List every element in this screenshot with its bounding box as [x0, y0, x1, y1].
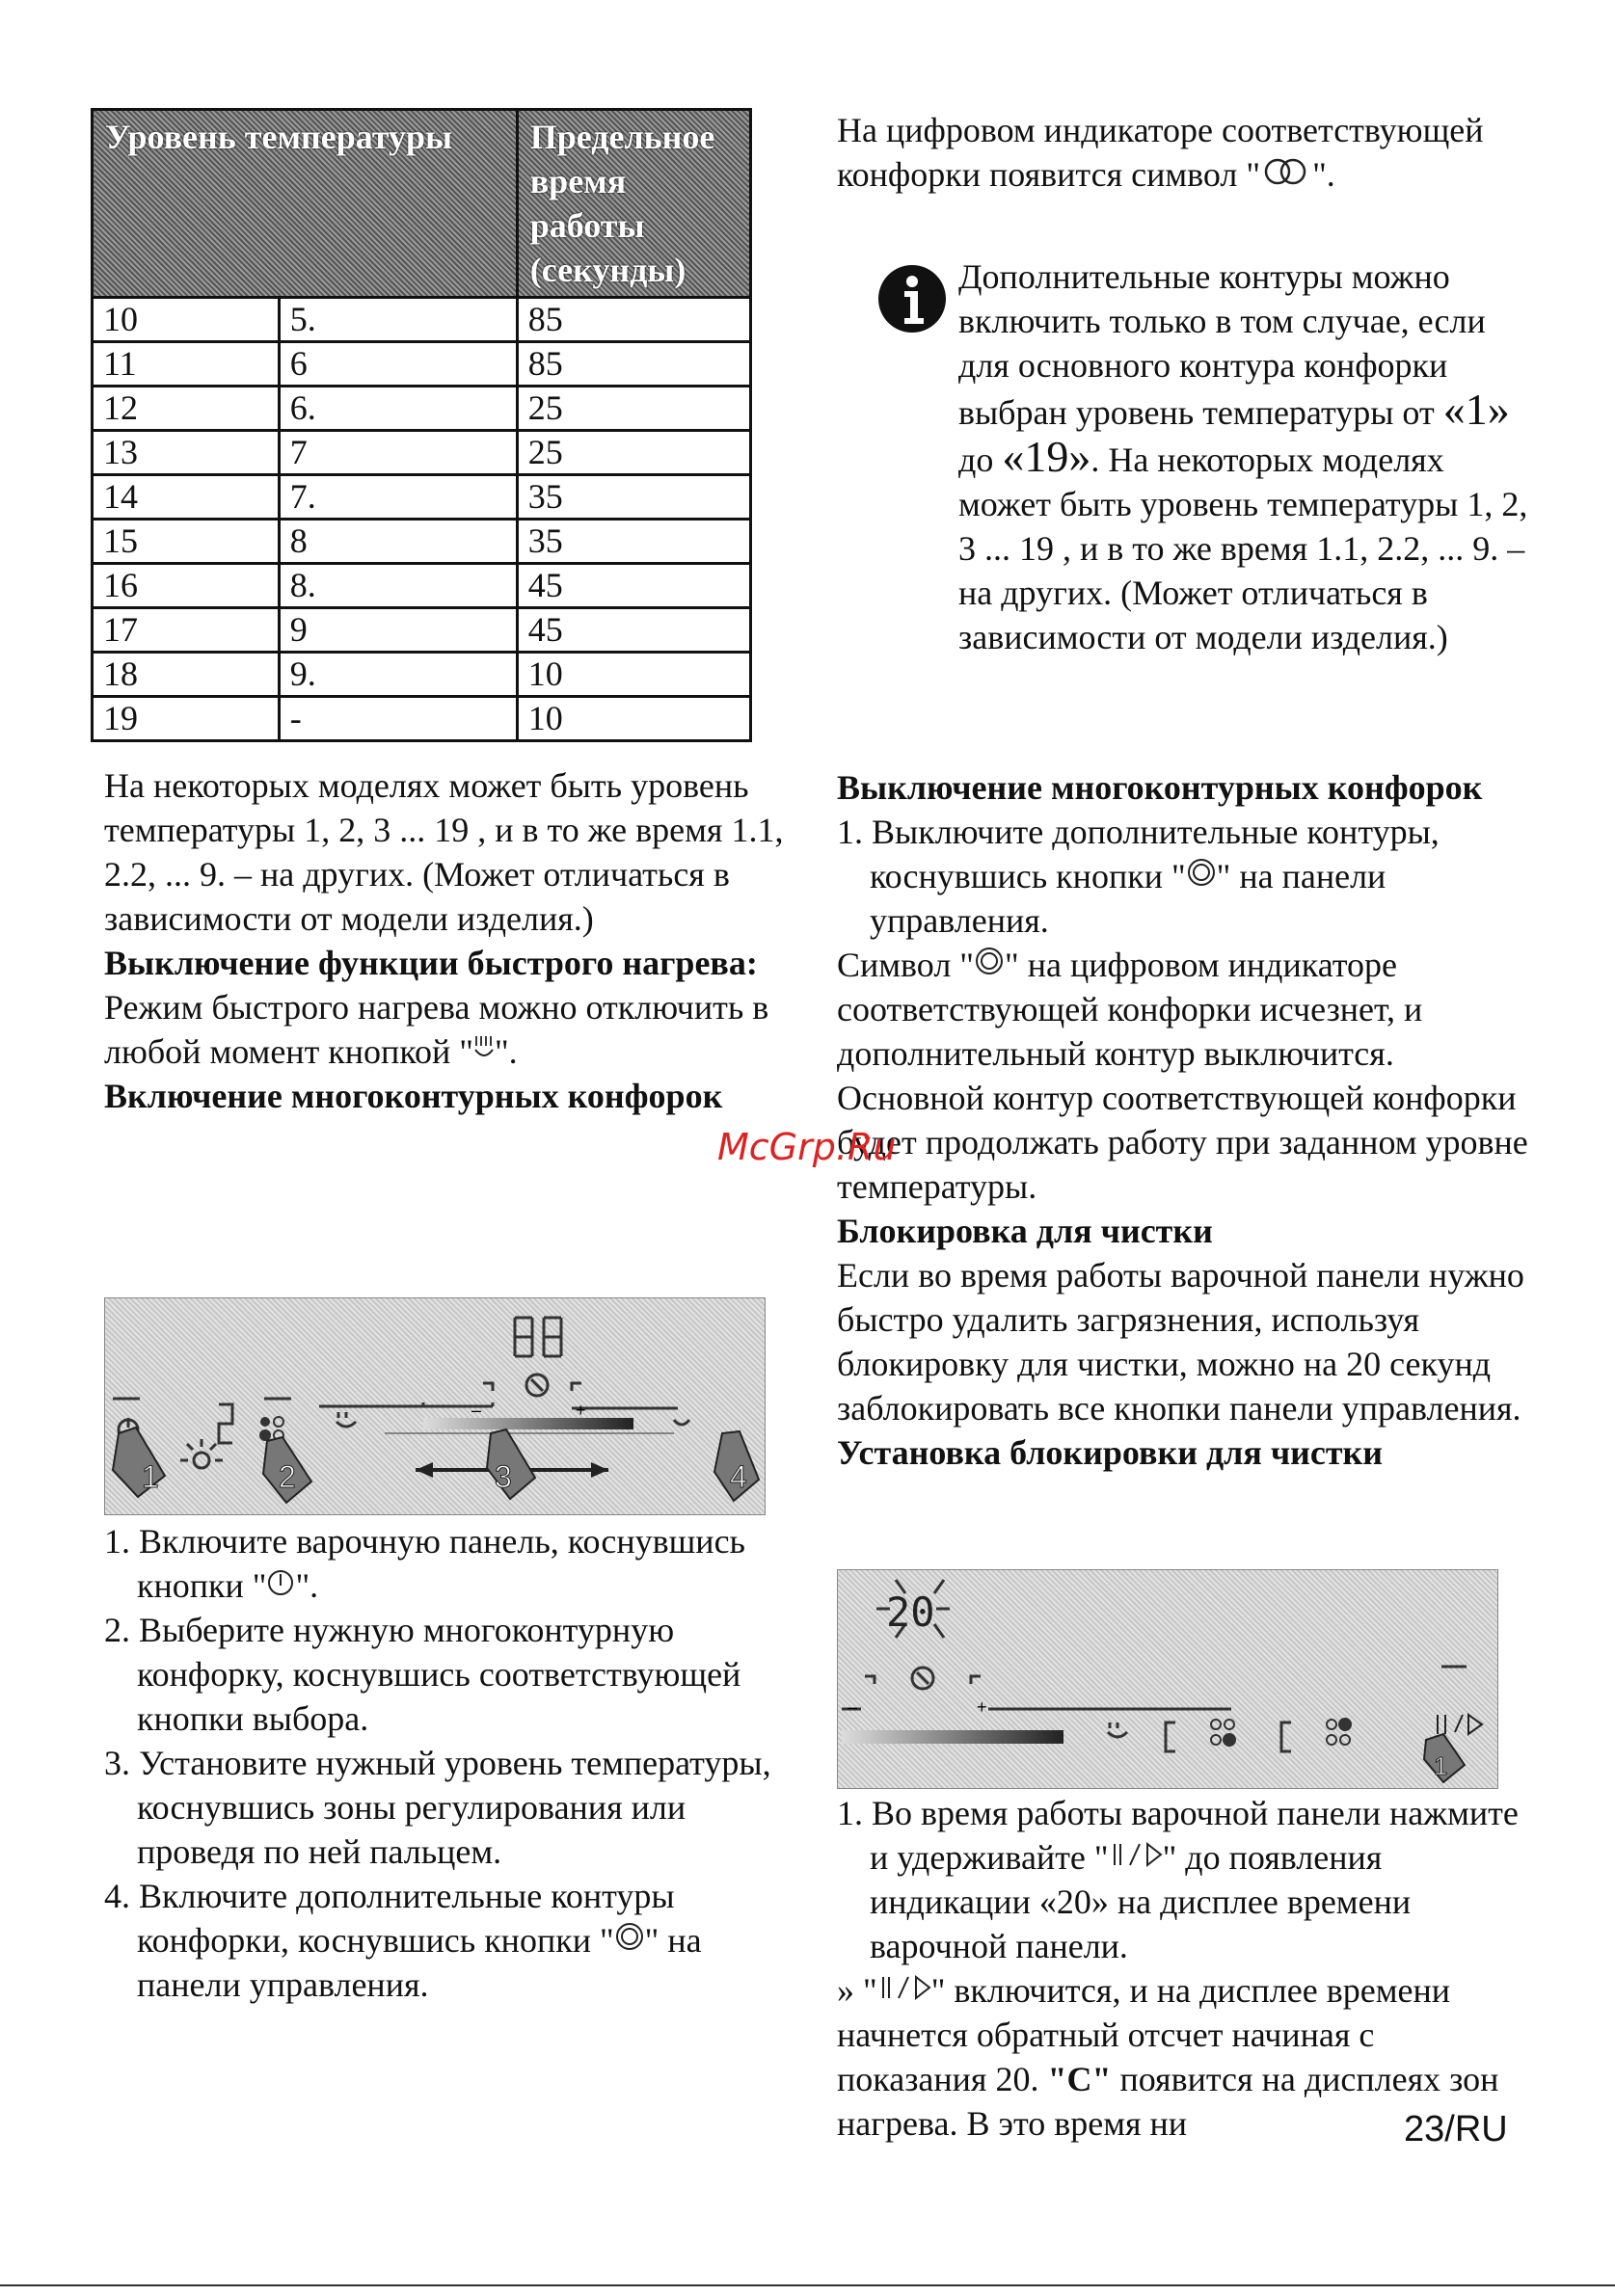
table-row [93, 697, 751, 741]
off-step-1: 1. Выключите дополнительные контуры, коснувшись кнопки " " на панели управления. [837, 813, 1440, 940]
panel2-display: 20 [886, 1589, 935, 1636]
table-cell: 8. [279, 564, 517, 608]
table-row [93, 608, 751, 653]
table-cell: 10 [517, 653, 750, 697]
table-cell: 85 [517, 342, 750, 387]
table-cell: 9 [279, 608, 517, 653]
right-column-middle [837, 765, 1531, 1475]
multi-on-title: Включение многоконтурных конфорок [104, 1077, 723, 1115]
lock-play-icon [1109, 1840, 1163, 1869]
info-icon [877, 264, 947, 334]
table-cell: 9. [279, 653, 517, 697]
info-note [958, 254, 1537, 659]
multi-circuit-icon [974, 946, 1005, 976]
table-row [93, 475, 751, 520]
table-cell: 25 [517, 387, 750, 431]
panel1-plus: + [576, 1401, 586, 1420]
lock-text: Если во время работы варочной панели нужно быстро удалить загрязнения, используя блокировку для чистки, можно на 20 секунд заблокировать все кнопки панели управления. [837, 1256, 1524, 1428]
table-cell: 7 [279, 431, 517, 475]
table-cell: - [279, 697, 517, 741]
table-cell: 35 [517, 475, 750, 520]
table-cell: 10 [517, 697, 750, 741]
power-icon [266, 1568, 295, 1597]
table-cell: 6. [279, 387, 517, 431]
step-1: 1. Включите варочную панель, коснувшись кнопки " ". [104, 1522, 745, 1605]
right-column-top [837, 108, 1531, 197]
table-cell: 11 [93, 342, 280, 387]
step-2: 2. Выберите нужную многоконтурную конфорку, коснувшись соответствующей кнопки выбора. [104, 1611, 741, 1738]
table-body [93, 298, 751, 741]
set-step-1: 1. Во время работы варочной панели нажмите и удерживайте " " до появления индикации «20» на дисплее времени варочной панели. [837, 1794, 1519, 1965]
table-cell: 19 [93, 697, 280, 741]
panel1-minus: – [471, 1401, 482, 1420]
table-cell: 15 [93, 520, 280, 564]
panel1-mark-1: 1 [142, 1459, 159, 1494]
table-cell: 18 [93, 653, 280, 697]
table-cell: 5. [279, 298, 517, 342]
symbol-text: Символ " " на цифровом индикаторе соответствующей конфорки исчезнет, и дополнительный контур выключится. Основной контур соответствующей конфорки будет продолжать работу при заданном уровне температуры. [837, 946, 1528, 1206]
table-cell: 6 [279, 342, 517, 387]
table-cell: 14 [93, 475, 280, 520]
panel2-mark-1: 1 [1434, 1751, 1448, 1780]
panel1-mark-2: 2 [279, 1459, 296, 1494]
table-cell: 16 [93, 564, 280, 608]
double-circle-icon [1260, 157, 1312, 186]
boost-off-text: Режим быстрого нагрева можно отключить в любой момент кнопкой " ". [104, 988, 769, 1071]
table-cell: 45 [517, 564, 750, 608]
table-cell: 13 [93, 431, 280, 475]
panel2-minus: – [848, 1697, 858, 1717]
temperature-time-table [91, 108, 752, 742]
panel2-plus: + [977, 1697, 987, 1717]
table-row [93, 653, 751, 697]
panel1-drawing [105, 1298, 765, 1514]
control-panel-illustration-2 [837, 1569, 1498, 1789]
bottom-rule [0, 2284, 1615, 2286]
note-models: На некоторых моделях может быть уровень температуры 1, 2, 3 ... 19 , и в то же время 1.1, 2.2, ... 9. – на других. (Может отличаться в зависимости от модели изделия.) [104, 766, 784, 938]
left-column [104, 763, 791, 1118]
table-cell: 17 [93, 608, 280, 653]
multi-off-title: Выключение многоконтурных конфорок [837, 768, 1483, 807]
multi-circuit-icon [1186, 857, 1217, 888]
table-cell: 8 [279, 520, 517, 564]
table-row [93, 342, 751, 387]
boost-icon [473, 1034, 495, 1063]
table-header-level: Уровень температуры [93, 110, 518, 298]
table-row [93, 431, 751, 475]
right-column-bottom [837, 1791, 1531, 2146]
table-row [93, 387, 751, 431]
step-3: 3. Установите нужный уровень температуры, коснувшись зоны регулирования или проведя по ней пальцем. [104, 1744, 771, 1871]
table-cell: 7. [279, 475, 517, 520]
lock-play-icon [877, 1973, 931, 2002]
step-4: 4. Включите дополнительные контуры конфорки, коснувшись кнопки " " на панели управления. [104, 1877, 702, 2004]
watermark: McGrp.Ru [717, 1126, 897, 1168]
lock-set-title: Установка блокировки для чистки [837, 1433, 1384, 1472]
table-cell: 25 [517, 431, 750, 475]
table-cell: 10 [93, 298, 280, 342]
page-number: 23/RU [1404, 2109, 1508, 2149]
table-cell: 45 [517, 608, 750, 653]
control-panel-illustration-1 [104, 1297, 766, 1515]
info-text: Дополнительные контуры можно включить только в том случае, если для основного контура конфорки выбран уровень температуры от «1» до «19». На некоторых моделях может быть уровень температуры 1, 2, 3 ... 19 , и в то же время 1.1, 2.2, ... 9. – на других. (Может отличаться в зависимости от модели изделия.) [958, 257, 1528, 656]
table-cell: 35 [517, 520, 750, 564]
boost-off-title: Выключение функции быстрого нагрева: [104, 944, 758, 982]
table-row [93, 520, 751, 564]
table-header-time: Предельное время работы (секунды) [517, 110, 750, 298]
table-cell: 12 [93, 387, 280, 431]
lock-title: Блокировка для чистки [837, 1212, 1213, 1250]
panel1-mark-3: 3 [495, 1459, 512, 1494]
panel2-drawing [838, 1570, 1497, 1788]
table-row [93, 298, 751, 342]
intro-text: На цифровом индикаторе соответствующей конфорки появится символ " ". [837, 111, 1484, 194]
table-cell: 85 [517, 298, 750, 342]
result-text: » " " включится, и на дисплее времени начнется обратный отсчет начиная с показания 20. "C" появится на дисплеях зон нагрева. В это время ни [837, 1971, 1499, 2143]
table-row [93, 564, 751, 608]
multi-circuit-icon [614, 1921, 645, 1952]
panel1-mark-4: 4 [730, 1459, 747, 1494]
left-steps [104, 1519, 791, 2007]
